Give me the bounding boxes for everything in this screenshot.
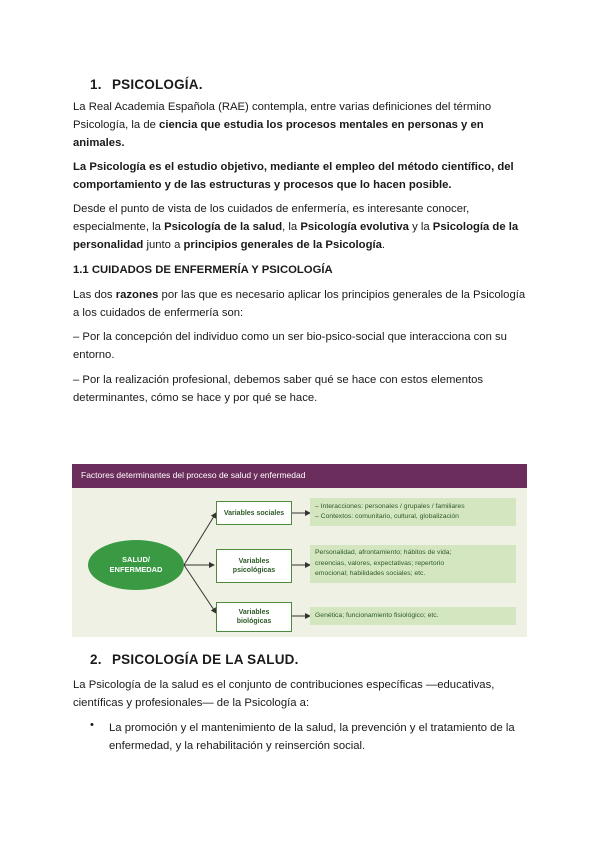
section-1-paragraph-1 bbox=[73, 98, 533, 152]
bold-text-run: Psicología evolutiva bbox=[300, 221, 409, 233]
section-1-paragraph-2 bbox=[73, 158, 533, 194]
arrow-to-bio bbox=[184, 565, 216, 613]
bold-text-run: La Psicología es el estudio objetivo, mediante el empleo del método científico, del comportamiento y de las estructuras y procesos que lo hacen posible. bbox=[73, 161, 514, 191]
text-run: por las que es necesario aplicar los principios generales de la Psicología a los cuidados de enfermería son: bbox=[73, 289, 526, 319]
bold-text-run: razones bbox=[115, 289, 159, 301]
psych-label-1: Variables bbox=[238, 558, 270, 565]
section-2-bullet-1: La promoción y el mantenimiento de la salud, la prevención y el tratamiento de la enfermedad, y la rehabilitación y reinserción social. bbox=[109, 722, 515, 752]
bio-label-2: biológicas bbox=[236, 618, 272, 625]
section-1-number: 1. bbox=[90, 77, 102, 92]
social-variables-box bbox=[216, 501, 292, 525]
social-detail-1: – Interacciones: personales / grupales / familiares bbox=[315, 502, 465, 510]
bio-label-1: Variables bbox=[238, 609, 270, 616]
bold-text-run: Psicología de la personalidad bbox=[73, 221, 519, 251]
section-2-heading bbox=[90, 652, 299, 667]
arrow-to-social bbox=[184, 513, 216, 565]
psych-label-2: psicológicas bbox=[232, 567, 276, 574]
psych-detail-3: emocional; habilidades sociales; etc. bbox=[315, 570, 426, 578]
section-2-paragraph-1: La Psicología de la salud es el conjunto de contribuciones específicas —educativas, científicas y profesionales— de la Psicología a: bbox=[73, 679, 495, 709]
text-run: , la bbox=[282, 221, 301, 233]
section-1-paragraph-3 bbox=[73, 200, 533, 254]
subsection-1-1-paragraph-1 bbox=[73, 286, 533, 322]
section-1-title: PSICOLOGÍA. bbox=[111, 77, 203, 92]
bullet-symbol: • bbox=[90, 719, 94, 731]
subsection-1-1-paragraph-2: – Por la concepción del individuo como un ser bio-psico-social que interacciona con su entorno. bbox=[73, 331, 507, 361]
text-run: Las dos bbox=[73, 289, 116, 301]
oval-text-2: ENFERMEDAD bbox=[109, 565, 163, 574]
section-2-title: PSICOLOGÍA DE LA SALUD. bbox=[111, 652, 299, 667]
text-run: Desde el punto de vista de los cuidados de enfermería, es interesante conocer, especialmente, la bbox=[73, 203, 470, 233]
psychological-details-box bbox=[310, 545, 516, 583]
health-illness-oval bbox=[88, 540, 184, 590]
figure-title: Factores determinantes del proceso de salud y enfermedad bbox=[81, 470, 306, 480]
psychological-variables-box bbox=[216, 549, 292, 583]
psych-detail-2: creencias, valores, expectativas; repertorio bbox=[315, 559, 445, 567]
subsection-1-1-paragraph-3: – Por la realización profesional, debemos saber qué se hace con estos elementos determinantes, cómo se hace y por qué se hace. bbox=[73, 374, 484, 404]
section-2-number: 2. bbox=[90, 652, 102, 667]
oval-text-1: SALUD/ bbox=[122, 555, 150, 564]
biological-details-box bbox=[310, 607, 516, 625]
bold-text-run: principios generales de la Psicología bbox=[183, 239, 382, 251]
text-run: La Real Academia Española (RAE) contempla, entre varias definiciones del término Psicología, la de bbox=[73, 101, 492, 131]
psych-detail-1: Personalidad, afrontamiento; hábitos de vida; bbox=[315, 549, 452, 557]
text-run: . bbox=[381, 239, 386, 251]
social-details-box bbox=[310, 498, 516, 526]
text-run: y la bbox=[408, 221, 433, 233]
biological-variables-box bbox=[216, 602, 292, 632]
health-factors-figure bbox=[72, 464, 527, 637]
bold-text-run: Psicología de la salud bbox=[164, 221, 283, 233]
social-detail-2: – Contextos: comunitario, cultural, globalización bbox=[315, 513, 459, 520]
section-1-heading bbox=[90, 77, 203, 92]
bio-detail-1: Genética; funcionamiento fisiológico; etc. bbox=[315, 611, 439, 619]
bold-text-run: ciencia que estudia los procesos mentales en personas y en animales. bbox=[73, 119, 484, 149]
subsection-1-1-title: 1.1 CUIDADOS DE ENFERMERÍA Y PSICOLOGÍA bbox=[73, 264, 333, 276]
text-run: junto a bbox=[143, 239, 184, 251]
social-variables-label: Variables sociales bbox=[223, 509, 285, 517]
